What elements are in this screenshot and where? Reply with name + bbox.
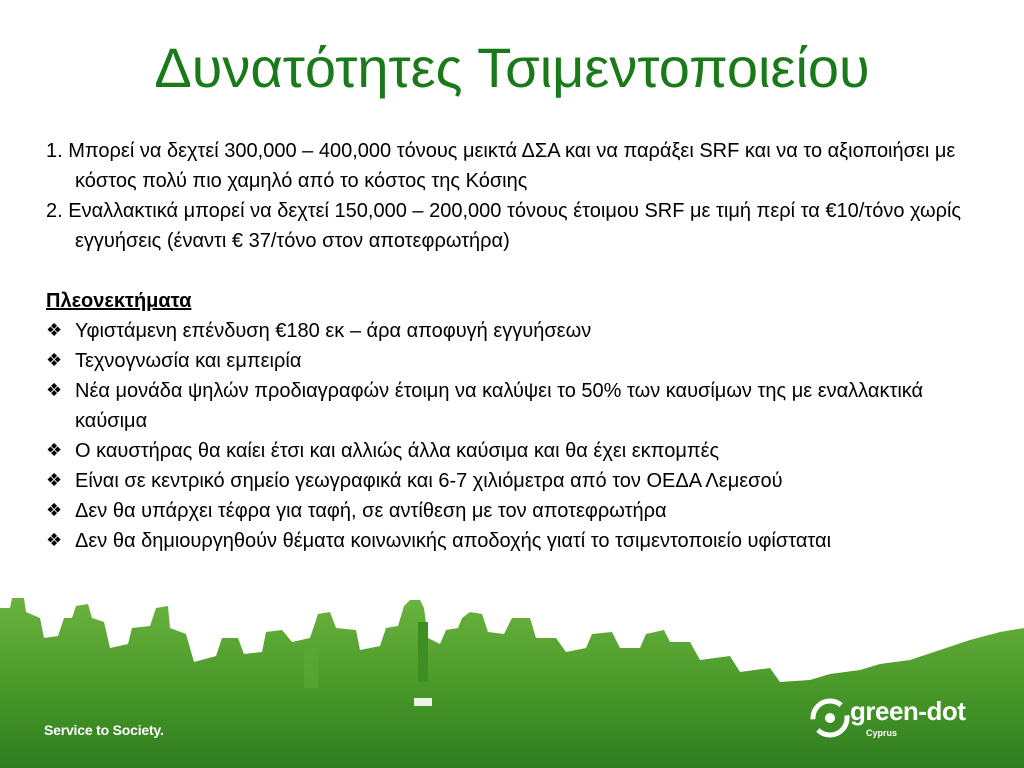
list-item <box>46 466 996 496</box>
list-item-text: Υφιστάμενη επένδυση €180 εκ – άρα αποφυγή εγγυήσεων <box>75 320 592 342</box>
footer-slogan: Service to Society. <box>44 722 164 738</box>
advantages-heading: Πλεονεκτήματα <box>46 290 192 312</box>
diamond-bullet-icon: ❖ <box>46 470 63 491</box>
list-item-text: Τεχνογνωσία και εμπειρία <box>75 350 302 372</box>
bottle-shape <box>304 648 318 688</box>
list-item <box>46 436 996 466</box>
list-item <box>46 496 996 526</box>
diamond-bullet-icon: ❖ <box>46 530 63 551</box>
diamond-bullet-icon: ❖ <box>46 320 63 341</box>
list-item <box>46 526 996 556</box>
advantages-list <box>46 316 996 556</box>
logo-wordmark: green-dot <box>850 696 966 726</box>
list-item <box>46 346 996 376</box>
diamond-bullet-icon: ❖ <box>46 440 63 461</box>
diamond-bullet-icon: ❖ <box>46 500 63 521</box>
list-item <box>46 316 996 346</box>
bottle-highlight <box>414 698 432 706</box>
list-item-text: Ο καυστήρας θα καίει έτσι και αλλιώς άλλα καύσιμα και θα έχει εκπομπές <box>75 440 720 462</box>
list-item <box>46 376 996 436</box>
spacer <box>46 256 996 286</box>
diamond-bullet-icon: ❖ <box>46 380 63 401</box>
slide-title: Δυνατότητες Τσιμεντοποιείου <box>154 36 870 99</box>
bottle-shape <box>418 622 428 682</box>
list-item-text: Νέα μονάδα ψηλών προδιαγραφών έτοιμη να καλύψει το 50% των καυσίμων της με εναλλακτικά καύσιμα <box>75 380 924 432</box>
list-item-text: Είναι σε κεντρικό σημείο γεωγραφικά και 6-7 χιλιόμετρα από τον ΟΕΔΑ Λεμεσού <box>75 470 783 492</box>
slide-body <box>46 136 996 556</box>
diamond-bullet-icon: ❖ <box>46 350 63 371</box>
point-1: 1. Μπορεί να δεχτεί 300,000 – 400,000 τόνους μεικτά ΔΣΑ και να παράξει SRF και να το αξιοποιήσει με κόστος πολύ πιο χαμηλό από το κόστος της Κόσιης <box>46 140 956 192</box>
logo-subtitle: Cyprus <box>866 728 898 738</box>
point-2: 2. Εναλλακτικά μπορεί να δεχτεί 150,000 – 200,000 τόνους έτοιμου SRF με τιμή περί τα €10/τόνο χωρίς εγγυήσεις (έναντι € 37/τόνο στον αποτεφρωτήρα) <box>46 200 962 252</box>
list-item-text: Δεν θα δημιουργηθούν θέματα κοινωνικής αποδοχής γιατί το τσιμεντοποιείο υφίσταται <box>75 530 832 552</box>
list-item-text: Δεν θα υπάρχει τέφρα για ταφή, σε αντίθεση με τον αποτεφρωτήρα <box>75 500 667 522</box>
